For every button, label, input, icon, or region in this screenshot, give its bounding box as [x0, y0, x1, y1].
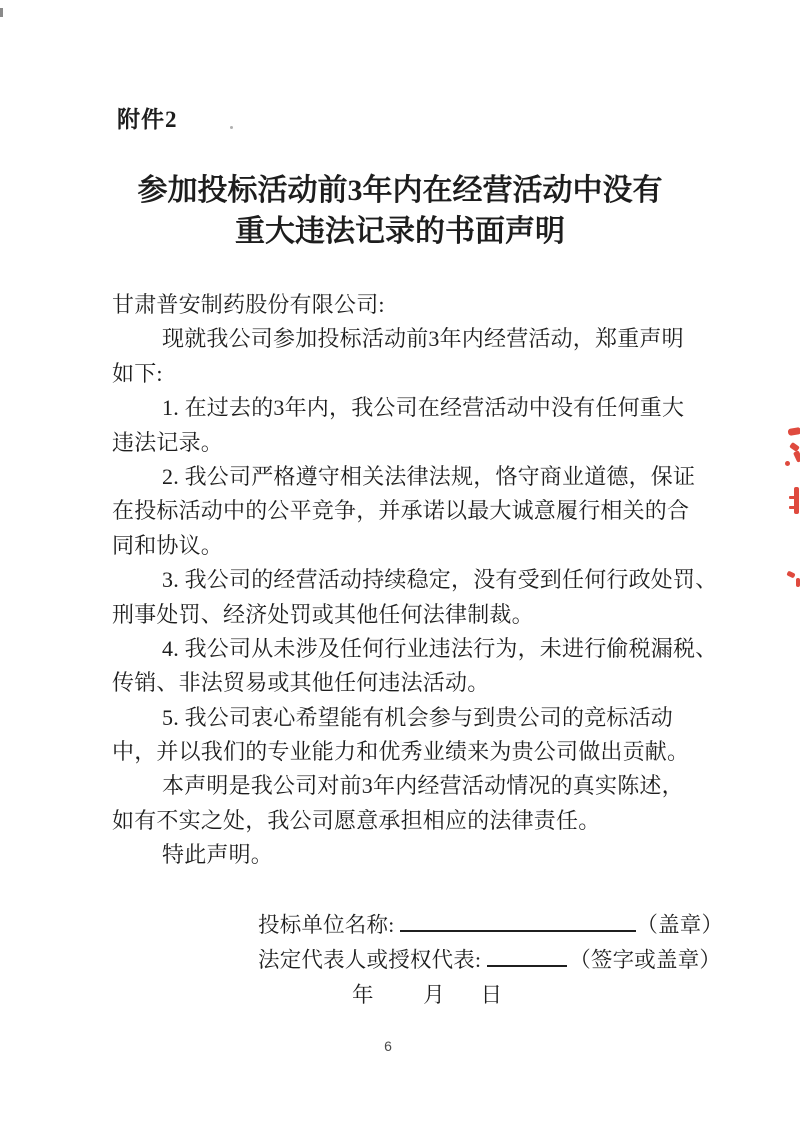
body-line: 同和协议。 — [112, 532, 224, 558]
stamp-fragment — [796, 578, 800, 587]
representative-seal-note: （签字或盖章） — [569, 948, 722, 972]
body-line: 如有不实之处，我公司愿意承担相应的法律责任。 — [112, 807, 601, 833]
body-line: 中，并以我们的专业能力和优秀业绩来为贵公司做出贡献。 — [112, 739, 690, 765]
stamp-fragment — [789, 506, 798, 509]
document-title-line1: 参加投标活动前3年内在经营活动中没有 — [137, 174, 663, 207]
document-title — [100, 170, 700, 252]
body-line-closing: 特此声明。 — [162, 842, 274, 868]
scan-artifact — [230, 126, 233, 129]
body-line: 传销、非法贸易或其他任何违法活动。 — [112, 670, 490, 696]
document-title-line2: 重大违法记录的书面声明 — [235, 215, 565, 248]
body-line: 在投标活动中的公平竞争，并承诺以最大诚意履行相关的合 — [112, 498, 690, 524]
stamp-fragment — [794, 487, 799, 514]
stamp-fragment — [785, 461, 790, 466]
body-line-salutation: 甘肃普安制药股份有限公司: — [112, 292, 385, 317]
signature-block — [258, 908, 723, 1013]
scan-artifact — [0, 8, 3, 17]
signature-date-row — [258, 978, 723, 1013]
representative-blank — [487, 945, 567, 967]
body-line: 如下: — [112, 360, 163, 386]
body-line: 刑事处罚、经济处罚或其他任何法律制裁。 — [112, 601, 534, 627]
body-line-item-3: 3. 我公司的经营活动持续稳定，没有受到任何行政处罚、 — [162, 567, 718, 593]
date-day-label: 日 — [480, 983, 503, 1007]
signature-representative-row — [258, 943, 723, 978]
page-number: 6 — [384, 1038, 392, 1054]
date-year-label: 年 — [352, 983, 374, 1007]
signature-unit-row — [258, 908, 723, 943]
body-line-item-4: 4. 我公司从未涉及任何行业违法行为，未进行偷税漏税、 — [162, 635, 718, 661]
unit-seal-note: （盖章） — [636, 913, 724, 937]
document-body — [112, 288, 718, 873]
stamp-fragment — [793, 450, 800, 463]
body-line-item-1: 1. 在过去的3年内，我公司在经营活动中没有任何重大 — [162, 395, 685, 421]
date-month-label: 月 — [423, 983, 445, 1007]
unit-name-blank — [400, 910, 636, 932]
stamp-fragment — [787, 427, 800, 436]
body-line: 本声明是我公司对前3年内经营活动情况的真实陈述， — [162, 773, 684, 799]
stamp-fragment — [786, 571, 795, 579]
body-line: 现就我公司参加投标活动前3年内经营活动，郑重声明 — [162, 326, 684, 352]
unit-name-label: 投标单位名称: — [258, 913, 395, 937]
body-line: 违法记录。 — [112, 429, 224, 455]
body-line-item-2: 2. 我公司严格遵守相关法律法规，恪守商业道德，保证 — [162, 463, 696, 489]
representative-label: 法定代表人或授权代表: — [258, 948, 482, 972]
attachment-label: 附件2 — [117, 107, 178, 132]
body-line-item-5: 5. 我公司衷心希望能有机会参与到贵公司的竞标活动 — [162, 704, 674, 730]
stamp-fragment — [789, 496, 797, 499]
